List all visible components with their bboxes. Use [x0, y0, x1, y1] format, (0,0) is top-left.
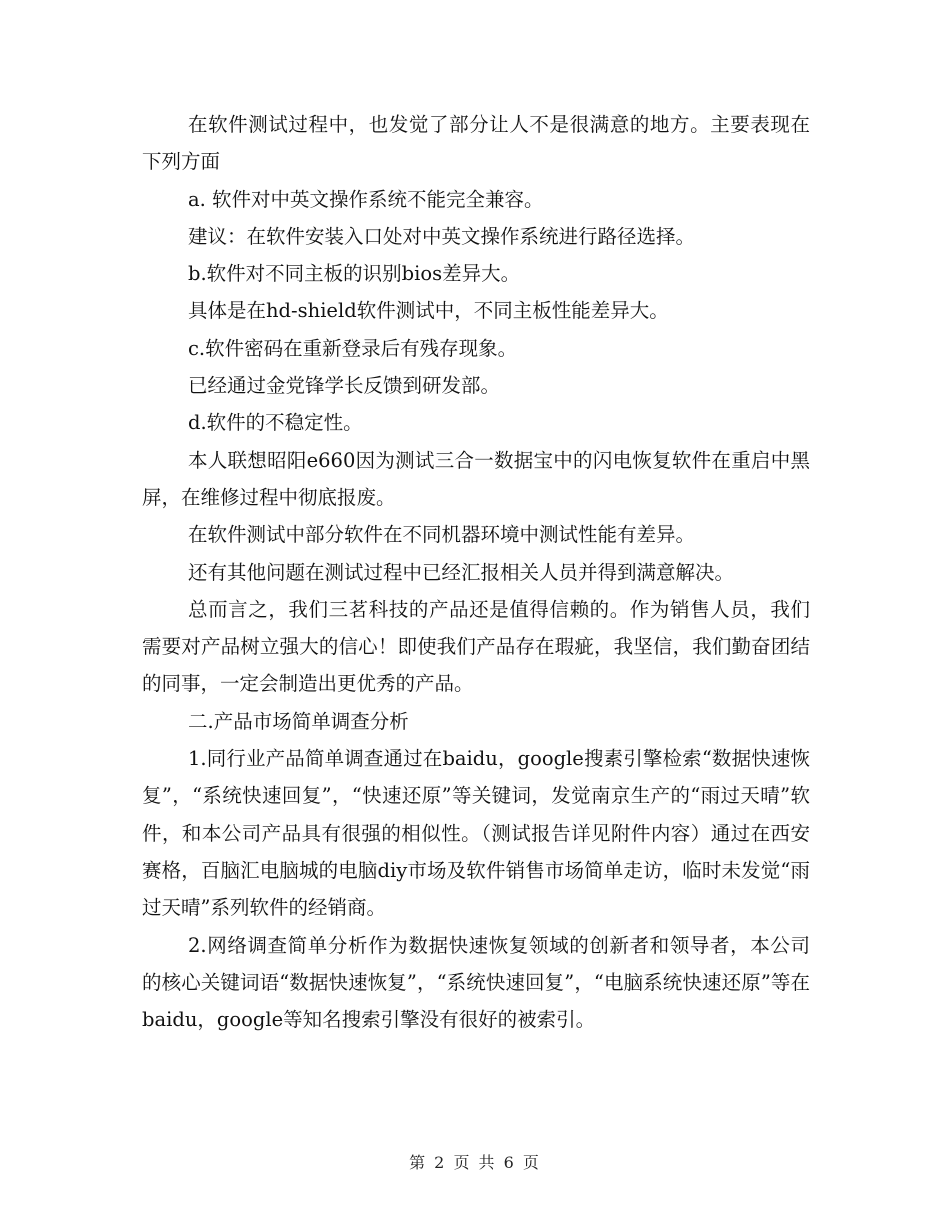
paragraph-issue-c: c.软件密码在重新登录后有残存现象。	[188, 336, 518, 360]
paragraph-detail-d: 本人联想昭阳e660因为测试三合一数据宝中的闪电恢复软件在重启中黑屏，在维修过程中彻底报废。	[142, 448, 810, 509]
page-number-footer: 第 2 页 共 6 页	[409, 1153, 541, 1172]
paragraph-issue-a: a. 软件对中英文操作系统不能完全兼容。	[188, 187, 544, 211]
paragraph-issue-b: b.软件对不同主板的识别bios差异大。	[188, 262, 521, 286]
paragraph-intro: 在软件测试过程中，也发觉了部分让人不是很满意的地方。主要表现在下列方面	[142, 113, 810, 174]
paragraph-summary: 总而言之，我们三茗科技的产品还是值得信赖的。作为销售人员，我们需要对产品树立强大的信心！即使我们产品存在瑕疵，我坚信，我们勤奋团结的同事，一定会制造出更优秀的产品。	[142, 597, 810, 696]
paragraph-detail-b: 具体是在hd-shield软件测试中，不同主板性能差异大。	[188, 299, 669, 323]
paragraph-suggestion-a: 建议：在软件安装入口处对中英文操作系统进行路径选择。	[188, 224, 696, 248]
document-body	[142, 106, 810, 1038]
paragraph-performance-note: 在软件测试中部分软件在不同机器环境中测试性能有差异。	[188, 523, 696, 547]
section-heading-market-analysis: 二.产品市场简单调查分析	[188, 709, 409, 733]
paragraph-industry-survey: 1.同行业产品简单调查通过在baidu，google搜素引擎检索“数据快速恢复”，“系统快速回复”，“快速还原”等关键词，发觉南京生产的“雨过天晴”软件，和本公司产品具有很强的相似性。（测试报告详见附件内容）通过在西安赛格，百脑汇电脑城的电脑diy市场及软件销售市场简单走访，临时未发觉“雨过天晴”系列软件的经销商。	[142, 747, 810, 920]
paragraph-other-issues: 还有其他问题在测试过程中已经汇报相关人员并得到满意解决。	[188, 560, 735, 584]
paragraph-detail-c: 已经通过金党锋学长反馈到研发部。	[188, 374, 501, 398]
paragraph-network-survey: 2.网络调查简单分析作为数据快速恢复领域的创新者和领导者，本公司的核心关键词语“数据快速恢复”，“系统快速回复”，“电脑系统快速还原”等在baidu，google等知名搜索引擎没有很好的被索引。	[142, 933, 810, 1032]
paragraph-issue-d: d.软件的不稳定性。	[188, 411, 363, 435]
